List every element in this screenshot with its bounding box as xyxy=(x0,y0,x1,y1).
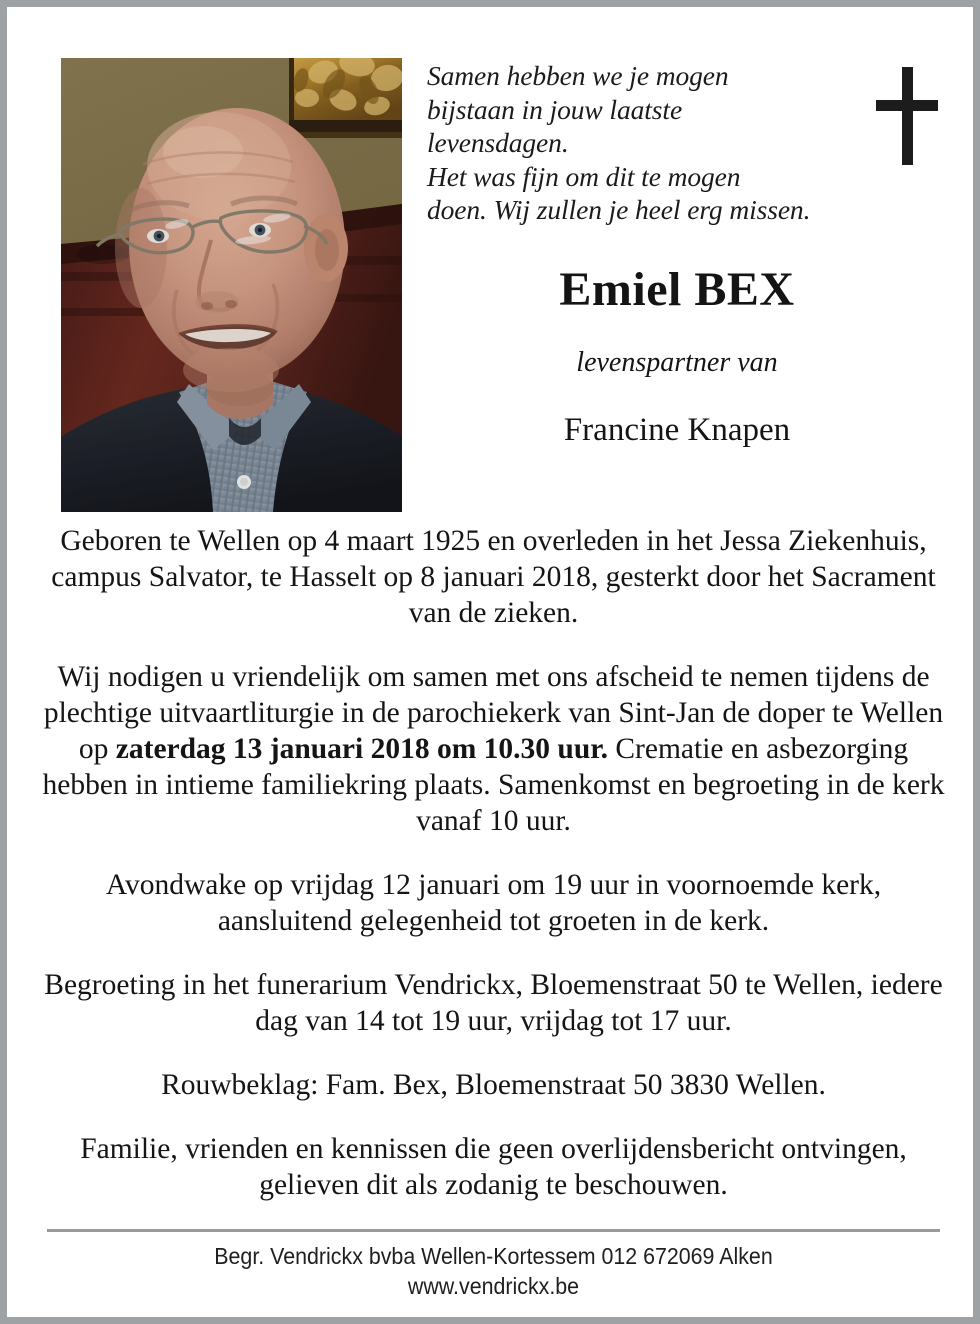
service-datetime: zaterdag 13 januari 2018 om 10.30 uur. xyxy=(115,733,608,765)
partner-name: Francine Knapen xyxy=(563,412,791,448)
poem-line-4: Het was fijn om dit te mogen xyxy=(427,160,741,192)
footer-spacer xyxy=(14,1301,973,1310)
deceased-name: Emiel BEX xyxy=(559,263,795,316)
poem-line-5: doen. Wij zullen je heel erg missen. xyxy=(427,194,811,225)
announcement-body xyxy=(14,523,973,1231)
avondwake-paragraph: Avondwake op vrijdag 12 januari om 19 uur in voornoemde kerk, aansluitend gelegenheid tot groeten in de kerk. xyxy=(105,869,882,937)
cross-vertical-bar xyxy=(902,67,913,165)
portrait-photo xyxy=(61,58,402,512)
card-header-area xyxy=(7,7,973,469)
birth-death-paragraph: Geboren te Wellen op 4 maart 1925 en overleden in het Jessa Ziekenhuis, campus Salvator, te Hasselt op 8 januari 2018, gesterkt door het Sacrament van de zieken. xyxy=(51,525,936,629)
invitation-text-after: Crematie en asbezorging hebben in intieme familiekring plaats. Samenkomst en begroeting in de kerk vanaf 10 uur. xyxy=(42,733,945,837)
memorial-poem xyxy=(427,59,897,227)
card-footer xyxy=(14,1229,973,1310)
relationship-label: levenspartner van xyxy=(576,347,778,378)
footer-divider xyxy=(47,1229,940,1232)
name-block xyxy=(427,262,927,450)
funeral-home-info: Begr. Vendrickx bvba Wellen-Kortessem 012 672069 Alken xyxy=(214,1243,773,1269)
invitation-paragraph xyxy=(14,659,973,839)
poem-line-2: bijstaan in jouw laatste xyxy=(427,93,683,125)
funerarium-paragraph: Begroeting in het funerarium Vendrickx, Bloemenstraat 50 te Wellen, iedere dag van 14 tot 19 uur, vrijdag tot 17 uur. xyxy=(44,969,943,1037)
christian-cross-icon xyxy=(876,67,938,165)
funeral-home-website: www.vendrickx.be xyxy=(407,1273,580,1299)
invitation-text-before: Wij nodigen u vriendelijk om samen met ons afscheid te nemen tijdens de plechtige uitvaartliturgie in de parochiekerk van Sint-Jan de doper te Wellen op xyxy=(43,661,944,765)
poem-line-1: Samen hebben we je mogen xyxy=(427,60,729,91)
poem-line-3: levensdagen. xyxy=(427,127,569,158)
condolence-address-paragraph: Rouwbeklag: Fam. Bex, Bloemenstraat 50 3830 Wellen. xyxy=(161,1069,826,1101)
general-notice-paragraph: Familie, vrienden en kennissen die geen overlijdensbericht ontvingen, gelieven dit als zodanig te beschouwen. xyxy=(80,1133,907,1201)
cross-horizontal-bar xyxy=(876,100,938,111)
